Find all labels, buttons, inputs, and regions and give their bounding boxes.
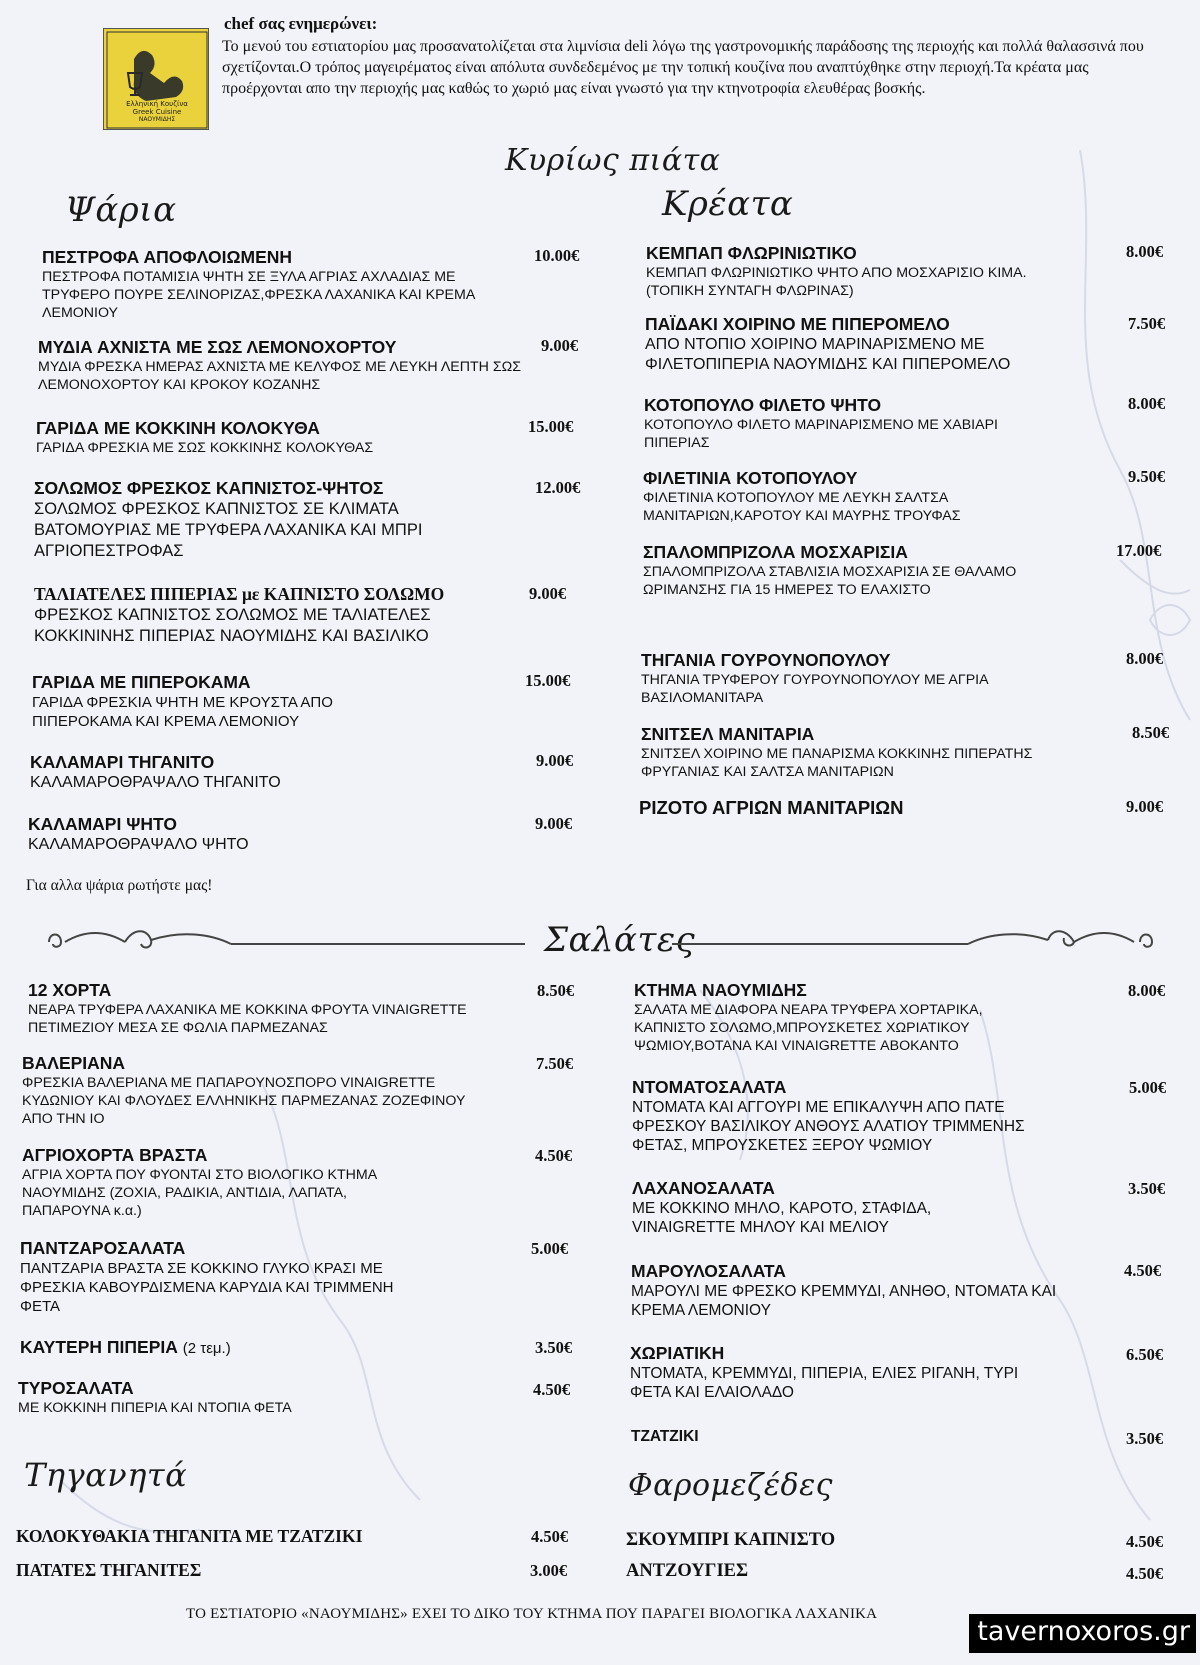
- dish-price: 8.00€: [1126, 242, 1164, 261]
- menu-item: [631, 1261, 1111, 1320]
- menu-item: [38, 337, 590, 394]
- dish-price: 9.00€: [541, 336, 579, 355]
- menu-item: [630, 1343, 1050, 1402]
- dish-price: 4.50€: [1126, 1564, 1164, 1583]
- dish-price: 9.00€: [536, 751, 574, 770]
- heading-meat: Κρέατα: [662, 184, 794, 224]
- dish-description: ΣΟΛΩΜΟΣ ΦΡΕΣΚΟΣ ΚΑΠΝΙΣΤΟΣ ΣΕ ΚΛΙΜΑΤΑ ΒΑΤΟΜΟΥΡΙΑΣ ΜΕ ΤΡΥΦΕΡΑ ΛΑΧΑΝΙΚΑ ΚΑΙ ΜΠΡΙ ΑΓΡΙΟΠΕΣΤΡΟΦΑΣ: [34, 500, 423, 560]
- dish-description: ΣΑΛΑΤΑ ΜΕ ΔΙΑΦΟΡΑ ΝΕΑΡΑ ΤΡΥΦΕΡΑ ΧΟΡΤΑΡΙΚΑ, ΚΑΠΝΙΣΤΟ ΣΟΛΩΜΟ,ΜΠΡΟΥΣΚΕΤΕΣ ΧΩΡΙΑΤΙΚΟΥ ΨΩΜΙΟΥ,ΒΟΤΑΝΑ ΚΑΙ VINAIGRETTE ΑΒΟΚΑΝΤΟ: [634, 1002, 983, 1054]
- dish-name: ΦΙΛΕΤΙΝΙΑ ΚΟΤΟΠΟΥΛΟΥ: [643, 468, 858, 488]
- dish-name: ΚΕΜΠΑΠ ΦΛΩΡΙΝΙΩΤΙΚΟ: [646, 243, 857, 263]
- dish-price: 4.50€: [533, 1380, 571, 1399]
- dish-description: ΚΟΤΟΠΟΥΛΟ ΦΙΛΕΤΟ ΜΑΡΙΝΑΡΙΣΜΕΝΟ ΜΕ ΧΑΒΙΑΡΙ ΠΙΠΕΡΙΑΣ: [644, 417, 998, 451]
- fish-note: Για αλλα ψάρια ρωτήστε μας!: [26, 877, 213, 894]
- menu-item: [28, 980, 528, 1037]
- dish-description: ΝΕΑΡΑ ΤΡΥΦΕΡΑ ΛΑΧΑΝΙΚΑ ΜΕ ΚΟΚΚΙΝΑ ΦΡΟΥΤΑ VINAIGRETTE ΠΕΤΙΜΕΖΙΟΥ ΜΕΣΑ ΣΕ ΦΩΛΙΑ ΠΑΡΜΕΖΑΝΑΣ: [28, 1002, 467, 1036]
- heading-salads: Σαλάτες: [544, 920, 696, 960]
- dish-name: ΓΑΡΙΔΑ ΜΕ ΠΙΠΕΡΟΚΑΜΑ: [32, 672, 251, 692]
- menu-item: [644, 395, 1064, 452]
- dish-description: ΚΑΛΑΜΑΡΟΘΡΑΨΑΛΟ ΤΗΓΑΝΙΤΟ: [30, 774, 281, 791]
- chef-note-text: Το μενού του εστιατορίου μας προσανατολίζεται στα λιμνίσια deli λόγω της γαστρονομικής παράδοσης της περιοχής και πολλά θαλασσινά που σχετίζονται.Ο τρόπος μαγειρέματος είναι απόλυτα συνδεδεμένος με την τοπική κουζίνα που αναπτύχθηκε στην περιοχή.Τα κρέατα μας προέρχονται απο την περιοχής μας καθώς το χωριό μας είναι γνωστό για την κτηνοτροφία ελευθέρας βοσκής.: [222, 38, 1144, 97]
- dish-price: 8.50€: [537, 981, 575, 1000]
- dish-name: [20, 1337, 440, 1358]
- dish-name: ΠΕΣΤΡΟΦΑ ΑΠΟΦΛΟΙΩΜΕΝΗ: [42, 247, 293, 267]
- dish-description: ΑΓΡΙΑ ΧΟΡΤΑ ΠΟΥ ΦΥΟΝΤΑΙ ΣΤΟ ΒΙΟΛΟΓΙΚΟ ΚΤΗΜΑ ΝΑΟΥΜΙΔΗΣ (ΖΟΧΙΑ, ΡΑΔΙΚΙΑ, ΑΝΤΙΔΙΑ, ΛΑΠΑΤΑ, ΠΑΠΑΡΟΥΝΑ κ.α.): [22, 1167, 377, 1219]
- dish-name: ΚΑΛΑΜΑΡΙ ΨΗΤΟ: [28, 814, 177, 834]
- menu-item: [632, 1077, 1102, 1155]
- dish-price: 8.00€: [1128, 981, 1166, 1000]
- dish-description: ΑΠΟ ΝΤΟΠΙΟ ΧΟΙΡΙΝΟ ΜΑΡΙΝΑΡΙΣΜΕΝΟ ΜΕ ΦΙΛΕΤΟΠΙΠΕΡΙΑ ΝΑΟΥΜΙΔΗΣ ΚΑΙ ΠΙΠΕΡΟΜΕΛΟ: [645, 336, 1011, 373]
- dish-price: 4.50€: [531, 1527, 569, 1546]
- dish-description: ΣΝΙΤΣΕΛ ΧΟΙΡΙΝΟ ΜΕ ΠΑΝΑΡΙΣΜΑ ΚΟΚΚΙΝΗΣ ΠΙΠΕΡΑΤΗΣ ΦΡΥΓΑΝΙΑΣ ΚΑΙ ΣΑΛΤΣΑ ΜΑΝΙΤΑΡΙΩΝ: [641, 746, 1033, 780]
- menu-item: [641, 724, 1111, 781]
- dish-price: 5.00€: [531, 1239, 569, 1258]
- dish-description: ΝΤΟΜΑΤΑ, ΚΡΕΜΜΥΔΙ, ΠΙΠΕΡΙΑ, ΕΛΙΕΣ ΡΙΓΑΝΗ, ΤΥΡΙ ΦΕΤΑ ΚΑΙ ΕΛΑΙΟΛΑΔΟ: [630, 1365, 1019, 1401]
- dish-name: ΤΥΡΟΣΑΛΑΤΑ: [18, 1378, 134, 1398]
- dish-price: 3.00€: [530, 1561, 568, 1580]
- menu-item: [22, 1053, 502, 1128]
- dish-name: ΛΑΧΑΝΟΣΑΛΑΤΑ: [632, 1178, 775, 1198]
- watermark: tavernoxoros.gr: [969, 1614, 1196, 1653]
- dish-price: 17.00€: [1116, 541, 1162, 560]
- dish-name: ΤΗΓΑΝΙΑ ΓΟΥΡΟΥΝΟΠΟΥΛΟΥ: [641, 650, 891, 670]
- menu-item: [28, 814, 448, 855]
- menu-item: [16, 1526, 496, 1547]
- menu-item: [643, 542, 1063, 599]
- heading-fish: Ψάρια: [65, 190, 177, 230]
- menu-item: [18, 1378, 438, 1417]
- dish-description: ΜΕ ΚΟΚΚΙΝΟ ΜΗΛΟ, ΚΑΡΟΤΟ, ΣΤΑΦΙΔΑ, VINAIGRETTE ΜΗΛΟΥ ΚΑΙ ΜΕΛΙΟΥ: [632, 1200, 932, 1236]
- dish-price: 9.00€: [535, 814, 573, 833]
- dish-name: ΚΟΤΟΠΟΥΛΟ ΦΙΛΕΤΟ ΨΗΤΟ: [644, 395, 882, 415]
- dish-name: ΓΑΡΙΔΑ ΜΕ ΚΟΚΚΙΝΗ ΚΟΛΟΚΥΘΑ: [36, 418, 320, 438]
- dish-price: 12.00€: [535, 478, 581, 497]
- menu-item: [639, 797, 1059, 819]
- menu-item: [626, 1561, 1046, 1582]
- dish-description: ΜΑΡΟΥΛΙ ΜΕ ΦΡΕΣΚΟ ΚΡΕΜΜΥΔΙ, ΑΝΗΘΟ, ΝΤΟΜΑΤΑ ΚΑΙ ΚΡΕΜΑ ΛΕΜΟΝΙΟΥ: [631, 1283, 1057, 1319]
- dish-price: 6.50€: [1126, 1345, 1164, 1364]
- dish-price: 8.00€: [1126, 649, 1164, 668]
- dish-price: 15.00€: [525, 671, 571, 690]
- dish-description: ΠΑΝΤΖΑΡΙΑ ΒΡΑΣΤΑ ΣΕ ΚΟΚΚΙΝΟ ΓΛΥΚΟ ΚΡΑΣΙ ΜΕ ΦΡΕΣΚΙΑ ΚΑΒΟΥΡΔΙΣΜΕΝΑ ΚΑΡΥΔΙΑ ΚΑΙ ΤΡΙΜΜΕΝΗ ΦΕΤΑ: [20, 1260, 394, 1315]
- dish-quantity: (2 τεμ.): [182, 1340, 231, 1357]
- dish-description: ΚΕΜΠΑΠ ΦΛΩΡΙΝΙΩΤΙΚΟ ΨΗΤΟ ΑΠΟ ΜΟΣΧΑΡΙΣΙΟ ΚΙΜΑ.(ΤΟΠΙΚΗ ΣΥΝΤΑΓΗ ΦΛΩΡΙΝΑΣ): [646, 265, 1027, 299]
- footer-note: ΤΟ ΕΣΤΙΑΤΟΡΙΟ «ΝΑΟΥΜΙΔΗΣ» ΕΧΕΙ ΤΟ ΔΙΚΟ ΤΟΥ ΚΤΗΜΑ ΠΟΥ ΠΑΡΑΓΕΙ ΒΙΟΛΟΓΙΚΑ ΛΑΧΑΝΙΚΑ: [186, 1606, 878, 1622]
- dish-description: ΓΑΡΙΔΑ ΦΡΕΣΚΙΑ ΨΗΤΗ ΜΕ ΚΡΟΥΣΤΑ ΑΠΟ ΠΙΠΕΡΟΚΑΜΑ ΚΑΙ ΚΡΕΜΑ ΛΕΜΟΝΙΟΥ: [32, 694, 333, 730]
- dish-price: 8.00€: [1128, 394, 1166, 413]
- dish-name: ΚΟΛΟΚΥΘΑΚΙΑ ΤΗΓΑΝΙΤΑ ΜΕ ΤΖΑΤΖΙΚΙ: [16, 1526, 363, 1546]
- dish-price: 3.50€: [535, 1338, 573, 1357]
- dish-name: ΧΩΡΙΑΤΙΚΗ: [630, 1343, 725, 1363]
- menu-item: [645, 314, 1115, 375]
- dish-name: ΠΑΝΤΖΑΡΟΣΑΛΑΤΑ: [20, 1238, 186, 1258]
- dish-description: ΦΙΛΕΤΙΝΙΑ ΚΟΤΟΠΟΥΛΟΥ ΜΕ ΛΕΥΚΗ ΣΑΛΤΣΑ ΜΑΝΙΤΑΡΙΩΝ,ΚΑΡΟΤΟΥ ΚΑΙ ΜΑΥΡΗΣ ΤΡΟΥΦΑΣ: [643, 490, 961, 524]
- dish-description: ΣΠΑΛΟΜΠΡΙΖΟΛΑ ΣΤΑΒΛΙΣΙΑ ΜΟΣΧΑΡΙΣΙΑ ΣΕ ΘΑΛΑΜΟ ΩΡΙΜΑΝΣΗΣ ΓΙΑ 15 ΗΜΕΡΕΣ ΤΟ ΕΛΑΧΙΣΤΟ: [643, 564, 1017, 598]
- dish-name: ΜΥΔΙΑ ΑΧΝΙΣΤΑ ΜΕ ΣΩΣ ΛΕΜΟΝΟΧΟΡΤΟΥ: [38, 337, 397, 357]
- dish-description: ΦΡΕΣΚΙΑ ΒΑΛΕΡΙΑΝΑ ΜΕ ΠΑΠΑΡΟΥΝΟΣΠΟΡΟ VINAIGRETTE ΚΥΔΩΝΙΟΥ ΚΑΙ ΦΛΟΥΔΕΣ ΕΛΛΗΝΙΚΗΣ ΠΑΡΜΕΖΑΝΑΣ ΖΟΖΕΦΙΝΟΥ ΑΠΟ ΤΗΝ ΙΟ: [22, 1075, 466, 1127]
- dish-name: ΝΤΟΜΑΤΟΣΑΛΑΤΑ: [632, 1077, 787, 1097]
- heading-pickled: Φαρομεζέδες: [628, 1468, 833, 1503]
- dish-description: ΤΗΓΑΝΙΑ ΤΡΥΦΕΡΟΥ ΓΟΥΡΟΥΝΟΠΟΥΛΟΥ ΜΕ ΑΓΡΙΑ ΒΑΣΙΛΟΜΑΝΙΤΑΡΑ: [641, 672, 988, 706]
- dish-price: 7.50€: [1128, 314, 1166, 333]
- dish-price: 5.00€: [1129, 1078, 1167, 1097]
- menu-item: [20, 1337, 440, 1358]
- chef-note-title: chef σας ενημερώνει:: [224, 14, 378, 33]
- divider-ornament-right: [668, 920, 1158, 960]
- menu-item: [22, 1145, 442, 1220]
- dish-name: ΣΝΙΤΣΕΛ ΜΑΝΙΤΑΡΙΑ: [641, 724, 815, 744]
- dish-name: ΒΑΛΕΡΙΑΝΑ: [22, 1053, 126, 1073]
- dish-price: 8.50€: [1132, 723, 1170, 742]
- dish-description: ΚΑΛΑΜΑΡΟΘΡΑΨΑΛΟ ΨΗΤΟ: [28, 836, 249, 853]
- heading-main-courses: Κυρίως πιάτα: [505, 143, 721, 178]
- dish-price: 10.00€: [534, 246, 580, 265]
- menu-item: [34, 478, 474, 562]
- dish-price: 9.00€: [1126, 797, 1164, 816]
- menu-item: [634, 980, 1074, 1055]
- logo-text-1: Ελληνική Κουζίνα: [126, 100, 188, 108]
- dish-price: 4.50€: [1126, 1532, 1164, 1551]
- dish-name: ΣΚΟΥΜΠΡΙ ΚΑΠΝΙΣΤΟ: [626, 1530, 836, 1550]
- dish-name: ΡΙΖΟΤΟ ΑΓΡΙΩΝ ΜΑΝΙΤΑΡΙΩΝ: [639, 797, 904, 818]
- dish-price: 4.50€: [1124, 1261, 1162, 1280]
- dish-name: ΣΟΛΩΜΟΣ ΦΡΕΣΚΟΣ ΚΑΠΝΙΣΤΟΣ-ΨΗΤΟΣ: [34, 478, 384, 498]
- menu-item: [631, 1428, 931, 1446]
- divider-ornament-left: [45, 920, 535, 960]
- menu-item: [34, 584, 554, 647]
- heading-fried: Τηγανητά: [24, 1456, 188, 1494]
- dish-name: ΠΑΤΑΤΕΣ ΤΗΓΑΝΙΤΕΣ: [16, 1560, 202, 1580]
- menu-item: [626, 1530, 1046, 1551]
- dish-name: ΠΑΪΔΑΚΙ ΧΟΙΡΙΝΟ ΜΕ ΠΙΠΕΡΟΜΕΛΟ: [645, 314, 950, 334]
- dish-price: 9.00€: [529, 584, 567, 603]
- dish-price: 7.50€: [536, 1054, 574, 1073]
- dish-description: ΜΥΔΙΑ ΦΡΕΣΚΑ ΗΜΕΡΑΣ ΑΧΝΙΣΤΑ ΜΕ ΚΕΛΥΦΟΣ ΜΕ ΛΕΥΚΗ ΛΕΠΤΗ ΣΩΣ ΛΕΜΟΝΟΧΟΡΤΟΥ ΚΑΙ ΚΡΟΚΟΥ ΚΟΖΑΝΗΣ: [38, 359, 522, 393]
- logo-text-3: ΝΑΟΥΜΙΔΗΣ: [138, 116, 176, 123]
- dish-description: ΦΡΕΣΚΟΣ ΚΑΠΝΙΣΤΟΣ ΣΟΛΩΜΟΣ ΜΕ ΤΑΛΙΑΤΕΛΕΣ ΚΟΚΚΙΝΙΝΗΣ ΠΙΠΕΡΙΑΣ ΝΑΟΥΜΙΔΗΣ ΚΑΙ ΒΑΣΙΛΙΚΟ: [34, 606, 431, 645]
- dish-name: ΑΓΡΙΟΧΟΡΤΑ ΒΡΑΣΤΑ: [22, 1145, 208, 1165]
- dish-price: 3.50€: [1128, 1179, 1166, 1198]
- menu-item: [646, 243, 1116, 300]
- menu-item: [36, 418, 506, 457]
- dish-name: 12 ΧΟΡΤΑ: [28, 980, 112, 1000]
- dish-name: ΣΠΑΛΟΜΠΡΙΖΟΛΑ ΜΟΣΧΑΡΙΣΙΑ: [643, 542, 908, 562]
- dish-name-text: ΚΑΥΤΕΡΗ ΠΙΠΕΡΙΑ: [20, 1337, 178, 1357]
- dish-description: ΓΑΡΙΔΑ ΦΡΕΣΚΙΑ ΜΕ ΣΩΣ ΚΟΚΚΙΝΗΣ ΚΟΛΟΚΥΘΑΣ: [36, 440, 374, 456]
- dish-name: ΑΝΤΖΟΥΓΙΕΣ: [626, 1561, 749, 1581]
- dish-name: ΤΖΑΤΖΙΚΙ: [631, 1428, 699, 1445]
- menu-item: [30, 752, 450, 793]
- dish-description: ΜΕ ΚΟΚΚΙΝΗ ΠΙΠΕΡΙΑ ΚΑΙ ΝΤΟΠΙΑ ΦΕΤΑ: [18, 1400, 292, 1416]
- logo-text-2: Greek Cuisine: [132, 108, 182, 116]
- dish-name: ΜΑΡΟΥΛΟΣΑΛΑΤΑ: [631, 1261, 786, 1281]
- dish-description: ΠΕΣΤΡΟΦΑ ΠΟΤΑΜΙΣΙΑ ΨΗΤΗ ΣΕ ΞΥΛΑ ΑΓΡΙΑΣ ΑΧΛΑΔΙΑΣ ΜΕ ΤΡΥΦΕΡΟ ΠΟΥΡΕ ΣΕΛΙΝΟΡΙΖΑΣ,ΦΡΕΣΚΑ ΛΑΧΑΝΙΚΑ ΚΑΙ ΚΡΕΜΑ ΛΕΜΟΝΙΟΥ: [42, 269, 475, 321]
- dish-price: 15.00€: [528, 417, 574, 436]
- dish-price: 4.50€: [535, 1146, 573, 1165]
- menu-item: [42, 247, 512, 322]
- dish-price: 3.50€: [1126, 1429, 1164, 1448]
- dish-name: ΚΑΛΑΜΑΡΙ ΤΗΓΑΝΙΤΟ: [30, 752, 215, 772]
- dish-price: 9.50€: [1128, 467, 1166, 486]
- restaurant-logo: [103, 28, 209, 130]
- menu-item: [16, 1560, 496, 1581]
- menu-item: [643, 468, 1113, 525]
- menu-item: [20, 1238, 440, 1316]
- menu-item: [32, 672, 452, 731]
- dish-name: ΤΑΛΙΑΤΕΛΕΣ ΠΙΠΕΡΙΑΣ με ΚΑΠΝΙΣΤΟ ΣΟΛΩΜΟ: [34, 584, 445, 604]
- dish-name: ΚΤΗΜΑ ΝΑΟΥΜΙΔΗΣ: [634, 980, 807, 1000]
- menu-item: [632, 1178, 1052, 1237]
- menu-item: [641, 650, 1061, 707]
- dish-description: ΝΤΟΜΑΤΑ ΚΑΙ ΑΓΓΟΥΡΙ ΜΕ ΕΠΙΚΑΛΥΨΗ ΑΠΟ ΠΑΤΕ ΦΡΕΣΚΟΥ ΒΑΣΙΛΙΚΟΥ ΑΝΘΟΥΣ ΑΛΑΤΙΟΥ ΤΡΙΜΜΕΝΗΣ ΦΕΤΑΣ, ΜΠΡΟΥΣΚΕΤΕΣ ΞΕΡΟΥ ΨΩΜΙΟΥ: [632, 1099, 1025, 1154]
